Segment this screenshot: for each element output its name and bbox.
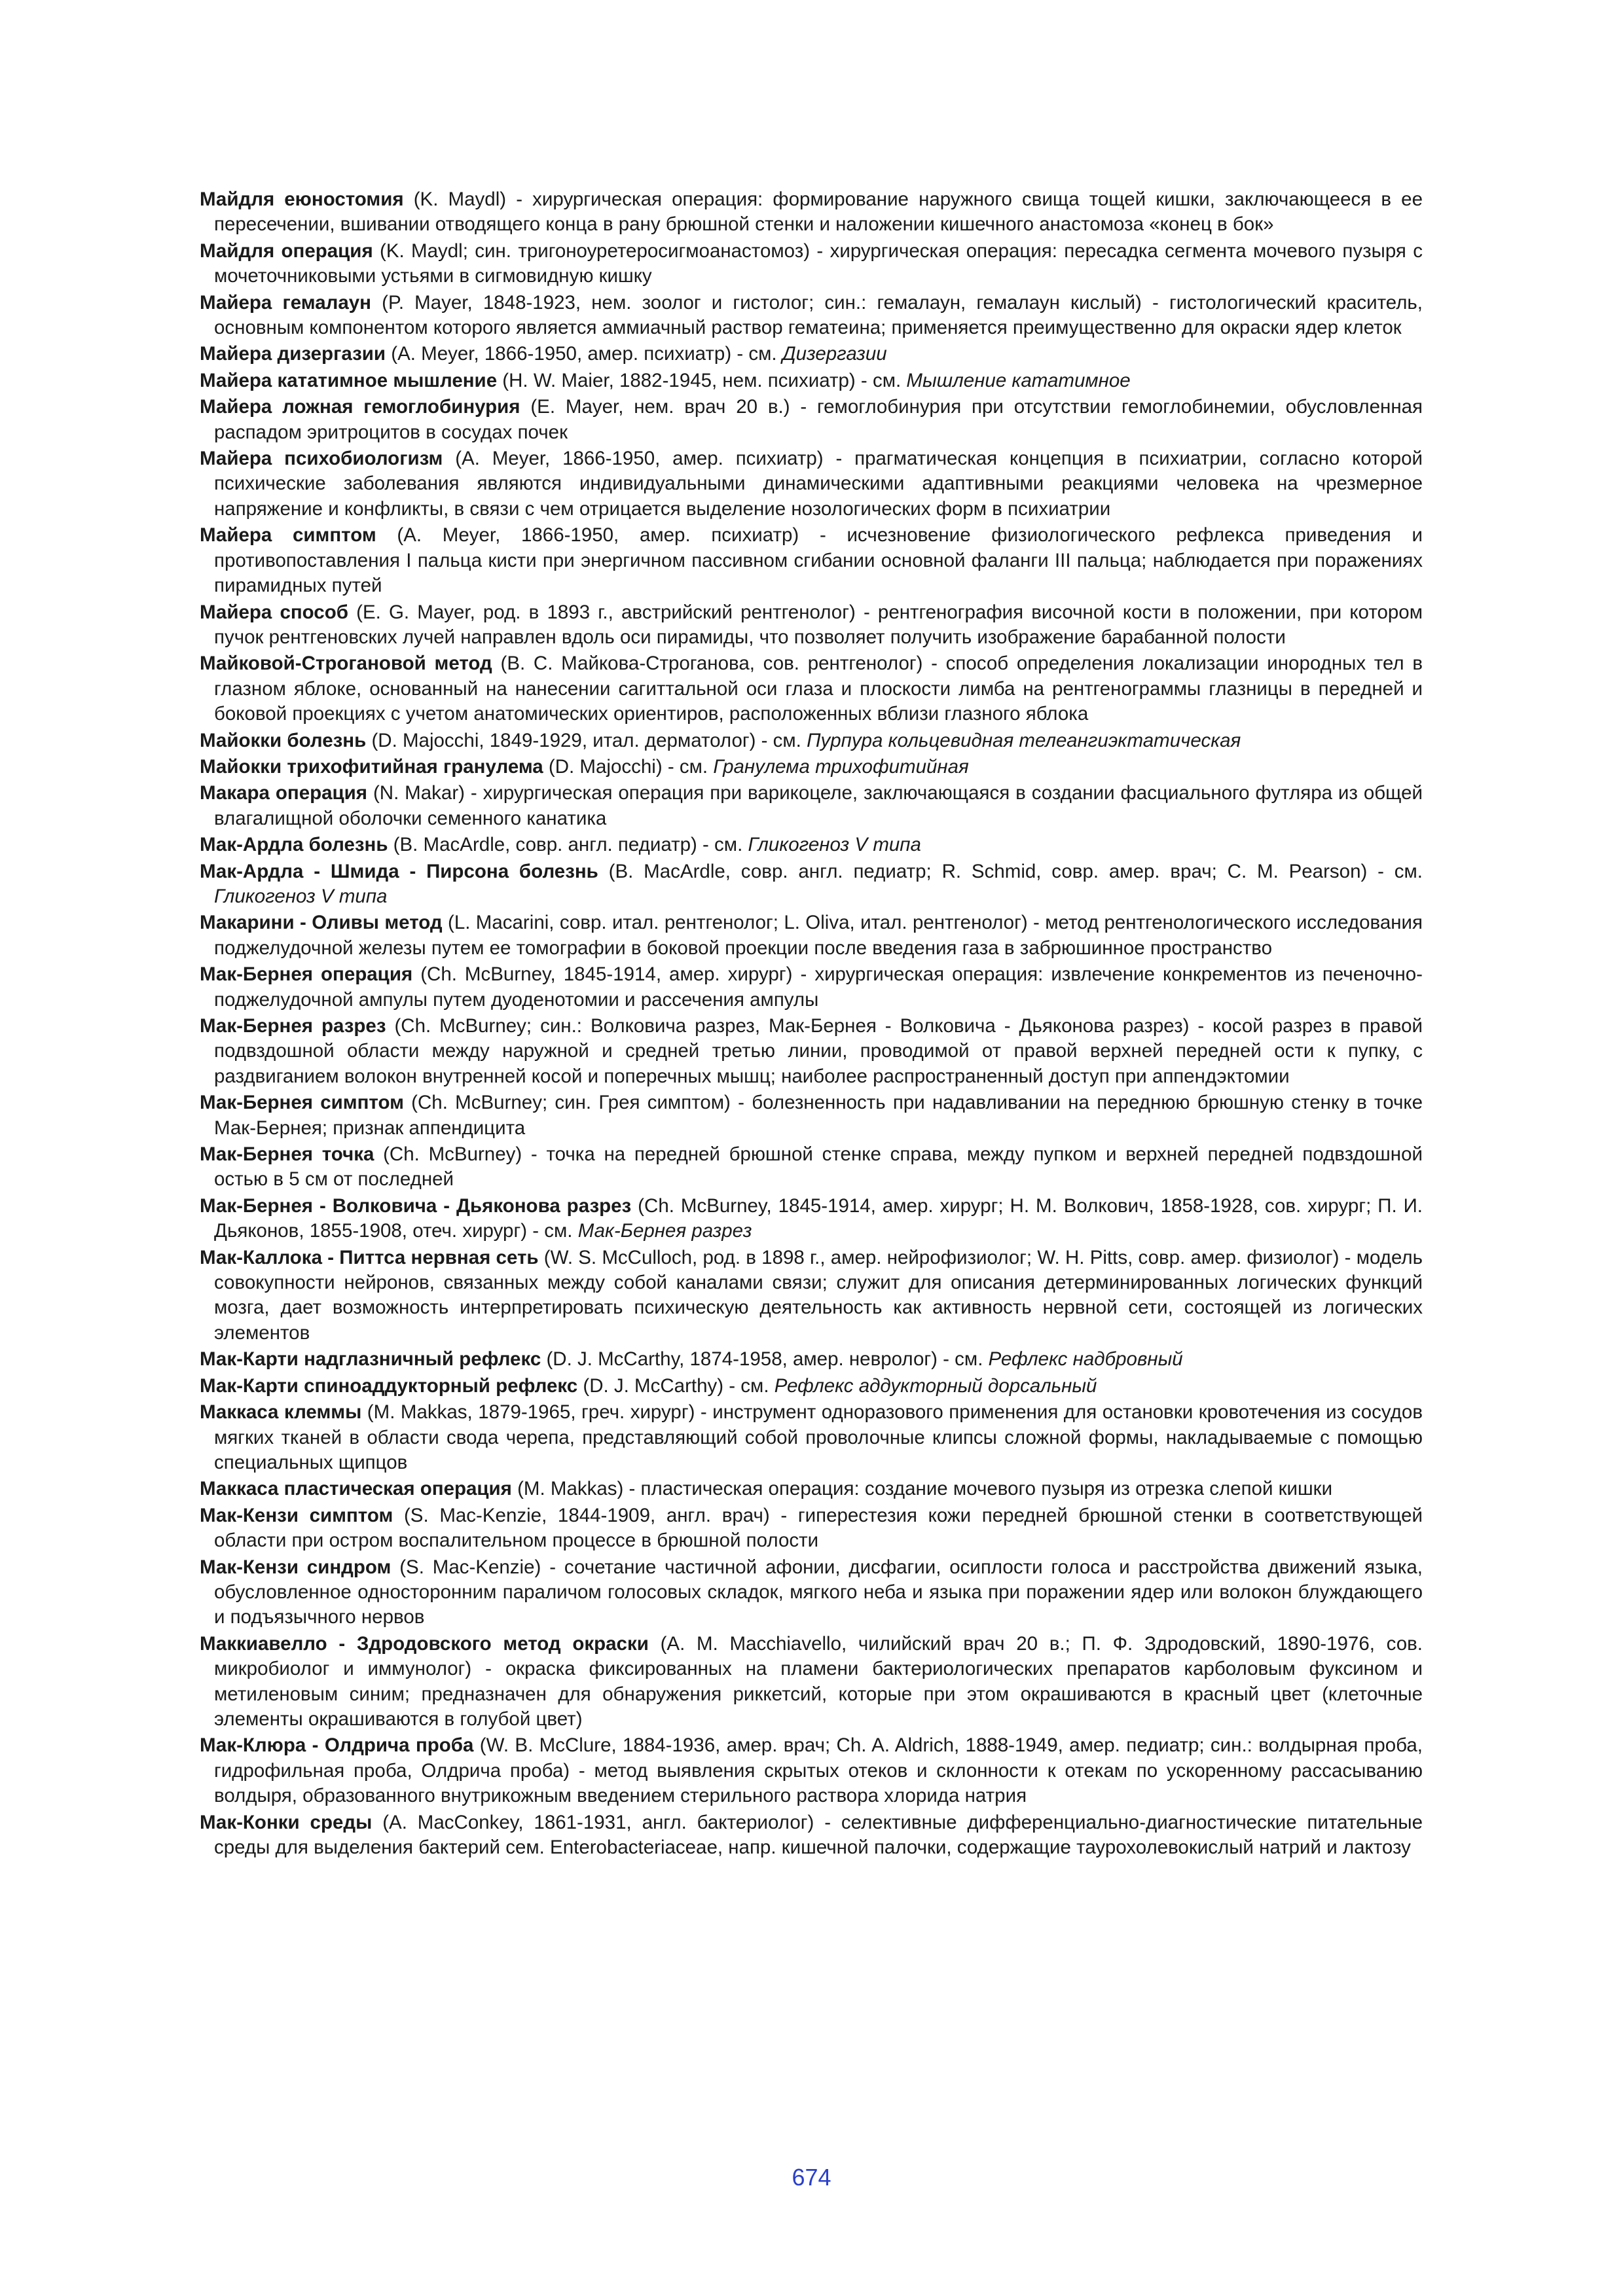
entry-term: Мак-Каллока - Питтса нервная сеть — [200, 1246, 539, 1268]
entry-definition: (W. S. McCulloch, род. в 1898 г., амер. нейрофизиолог; W. H. Pitts, совр. амер. физиолог) - модель совокупности нейронов, связанных между собой каналами связи; служит для описания детерминированных логических функций мозга, дает возможность интерпретировать психическую деятельность как активность нервной сети, состоящей из логических элементов — [214, 1246, 1423, 1344]
dictionary-entry — [200, 1090, 1423, 1141]
entry-definition: (A. M. Macchiavello, чилийский врач 20 в.; П. Ф. Здродовский, 1890-1976, сов. микробиолог и иммунолог) - окраска фиксированных на пламени бактериологических препаратов карболовым фуксином и метиленовым синим; предназначен для обнаружения риккетсий, которые при этом окрашиваются в красный цвет (клеточные элементы окрашиваются в голубой цвет) — [214, 1632, 1423, 1730]
page-number: 674 — [792, 2164, 831, 2191]
entry-definition: (L. Macarini, совр. итал. рентгенолог; L. Oliva, итал. рентгенолог) - метод рентгенологического исследования поджелудочной железы путем ее томографии в боковой проекции после введения газа в забрюшинное пространство — [214, 912, 1423, 959]
entry-cross-reference: Мак-Бернея разрез — [577, 1220, 752, 1242]
entry-term: Майера гемалаун — [200, 291, 371, 314]
entry-definition: (S. Mac-Kenzie) - сочетание частичной афонии, дисфагии, осиплости голоса и расстройства движений языка, обусловленное односторонним параличом голосовых складок, мягкого неба и языка при поражении ядер или волокон блуждающего и подъязычного нервов — [214, 1556, 1423, 1628]
dictionary-entry — [200, 1503, 1423, 1554]
entry-definition: (D. J. McCarthy) - см. — [577, 1374, 775, 1397]
entry-term: Мак-Бернея операция — [200, 963, 413, 986]
entry-definition: (В. С. Майкова-Строганова, сов. рентгенолог) - способ определения локализации инородных тел в глазном яблоке, основанный на нанесении сагиттальной оси глаза и плоскости лимба на рентгенограммы глазницы в передней и боковой проекциях с учетом анатомических ориентиров, расположенных вблизи глазного яблока — [214, 653, 1423, 725]
entry-term: Майера симптом — [200, 524, 376, 547]
dictionary-entry — [200, 1555, 1423, 1630]
dictionary-entry — [200, 755, 1423, 780]
entry-term: Майокки болезнь — [200, 729, 367, 751]
dictionary-entry — [200, 1733, 1423, 1808]
entry-term: Майера психобиологизм — [200, 448, 443, 470]
entry-term: Майера способ — [200, 601, 348, 623]
entry-term: Мак-Ардла болезнь — [200, 834, 388, 856]
dictionary-entry — [200, 291, 1423, 341]
entry-definition: (P. Mayer, 1848-1923, нем. зоолог и гистолог; син.: гемалаун, гемалаун кислый) - гистологический краситель, основным компонентом которого является аммиачный раствор гематеина; применяется преимущественно для окраски ядер клеток — [214, 291, 1423, 339]
entry-term: Майковой-Строгановой метод — [200, 653, 492, 675]
entry-definition: (E. G. Mayer, род. в 1893 г., австрийский рентгенолог) - рентгенография височной кости в положении, при котором пучок рентгеновских лучей направлен вдоль оси пирамиды, что позволяет получить изображение барабанной полости — [214, 601, 1423, 648]
entry-term: Майера ложная гемоглобинурия — [200, 396, 520, 418]
entry-definition: (A. Meyer, 1866-1950, амер. психиатр) - прагматическая концепция в психиатрии, согласно которой психические заболевания являются индивидуальными динамическими адаптивными реакциями человека на чрезмерное напряжение и конфликты, в связи с чем отрицается выделение нозологических форм в психиатрии — [214, 448, 1423, 520]
entry-definition: (A. Meyer, 1866-1950, амер. психиатр) - см. — [386, 343, 782, 365]
dictionary-entry — [200, 1400, 1423, 1475]
entry-term: Маккаса пластическая операция — [200, 1478, 512, 1500]
entry-cross-reference: Гликогеноз V типа — [748, 834, 921, 856]
dictionary-entry — [200, 833, 1423, 857]
entry-term: Мак-Ардла - Шмида - Пирсона болезнь — [200, 860, 598, 882]
dictionary-entry — [200, 187, 1423, 238]
entry-list — [200, 187, 1423, 1861]
entry-definition: (H. W. Maier, 1882-1945, нем. психиатр) - см. — [497, 369, 907, 391]
entry-cross-reference: Дизергазии — [782, 343, 887, 365]
dictionary-entry — [200, 342, 1423, 367]
entry-definition: (Ch. McBurney) - точка на передней брюшной стенке справа, между пупком и верхней передней подвздошной остью в 5 см от последней — [214, 1143, 1423, 1191]
dictionary-entry — [200, 651, 1423, 726]
entry-term: Майера дизергазии — [200, 343, 386, 365]
dictionary-entry — [200, 1194, 1423, 1244]
entry-definition: (B. MacArdle, совр. англ. педиатр; R. Schmid, совр. амер. врач; C. M. Pearson) - см. — [598, 860, 1423, 882]
entry-term: Мак-Карти надглазничный рефлекс — [200, 1348, 541, 1371]
entry-definition: (Ch. McBurney; син. Грея симптом) - болезненность при надавливании на переднюю брюшную стенку в точке Мак-Бернея; признак аппендицита — [214, 1092, 1423, 1139]
entry-definition: (D. J. McCarthy, 1874-1958, амер. невролог) - см. — [541, 1348, 989, 1371]
entry-definition: (W. B. McClure, 1884-1936, амер. врач; Ch. A. Aldrich, 1888-1949, амер. педиатр; син.: волдырная проба, гидрофильная проба, Олдрича проба) - метод выявления скрытых отеков и склонности к отекам по ускоренному рассасыванию волдыря, образованного внутрикожным введением стерильного раствора хлорида натрия — [214, 1734, 1423, 1807]
entry-definition: (N. Makar) - хирургическая операция при варикоцеле, заключающаяся в создании фасциального футляра из общей влагалищной оболочки семенного канатика — [214, 782, 1423, 829]
entry-term: Мак-Кензи симптом — [200, 1504, 393, 1526]
entry-cross-reference: Пурпура кольцевидная телеангиэктатическая — [807, 729, 1241, 751]
entry-cross-reference: Гликогеноз V типа — [214, 885, 388, 907]
entry-cross-reference: Рефлекс надбровный — [988, 1348, 1183, 1371]
dictionary-entry — [200, 1810, 1423, 1861]
dictionary-entry — [200, 1246, 1423, 1346]
entry-definition: (S. Mac-Kenzie, 1844-1909, англ. врач) - гиперестезия кожи передней брюшной стенки в соответствующей области при остром воспалительном процессе в брюшной полости — [214, 1504, 1423, 1552]
entry-term: Мак-Клюра - Олдрича проба — [200, 1734, 474, 1757]
entry-definition: (Ch. McBurney, 1845-1914, амер. хирург) - хирургическая операция: извлечение конкрементов из печеночно-поджелудочной ампулы путем дуоденотомии и рассечения ампулы — [214, 963, 1423, 1011]
dictionary-entry — [200, 859, 1423, 910]
entry-definition: (A. MacConkey, 1861-1931, англ. бактериолог) - селективные дифференциально-диагностические питательные среды для выделения бактерий сем. Enterobacteriaceae, напр. кишечной палочки, содержащие таурохолевокислый натрий и лактозу — [214, 1811, 1423, 1858]
entry-term: Маккиавелло - Здродовского метод окраски — [200, 1632, 649, 1655]
entry-term: Майокки трихофитийная гранулема — [200, 755, 543, 778]
entry-definition: (Ch. McBurney; син.: Волковича разрез, Мак-Бернея - Волковича - Дьяконова разрез) - косой разрез в правой подвздошной области между наружной и средней третью линии, проводимой от правой верхней передней ости к пупку, с раздвиганием волокон внутренней косой и поперечных мышц; наиболее распространенный доступ при аппендэктомии — [214, 1015, 1423, 1087]
entry-term: Мак-Кензи синдром — [200, 1556, 392, 1578]
dictionary-entry — [200, 523, 1423, 598]
dictionary-entry — [200, 1347, 1423, 1372]
dictionary-entry — [200, 368, 1423, 393]
dictionary-entry — [200, 1477, 1423, 1501]
entry-term: Майдля операция — [200, 240, 373, 262]
entry-term: Майдля еюностомия — [200, 188, 404, 210]
entry-cross-reference: Рефлекс аддукторный дорсальный — [774, 1374, 1097, 1397]
entry-term: Макарини - Оливы метод — [200, 912, 443, 934]
entry-term: Мак-Конки среды — [200, 1811, 373, 1833]
entry-term: Мак-Бернея - Волковича - Дьяконова разрез — [200, 1194, 632, 1217]
entry-definition: (Ch. McBurney, 1845-1914, амер. хирург; Н. М. Волкович, 1858-1928, сов. хирург; П. И. Дьяконов, 1855-1908, отеч. хирург) - см. — [214, 1194, 1423, 1242]
entry-definition: (M. Makkas, 1879-1965, греч. хирург) - инструмент одноразового применения для остановки кровотечения из сосудов мягких тканей в области свода черепа, представляющий собой проволочные клипсы сложной формы, накладываемые с помощью специальных щипцов — [214, 1401, 1423, 1473]
entry-term: Маккаса клеммы — [200, 1401, 362, 1424]
dictionary-entry — [200, 239, 1423, 289]
entry-term: Мак-Бернея симптом — [200, 1092, 404, 1114]
entry-definition: (D. Majocchi, 1849-1929, итал. дерматолог) - см. — [366, 729, 807, 751]
entry-definition: (M. Makkas) - пластическая операция: создание мочевого пузыря из отрезка слепой кишки — [511, 1478, 1333, 1500]
entry-definition: (B. MacArdle, совр. англ. педиатр) - см. — [388, 834, 748, 856]
entry-term: Мак-Карти спиноаддукторный рефлекс — [200, 1374, 578, 1397]
entry-term: Майера кататимное мышление — [200, 369, 498, 391]
entry-term: Макара операция — [200, 782, 368, 804]
dictionary-entry — [200, 910, 1423, 961]
dictionary-entry — [200, 728, 1423, 753]
dictionary-entry — [200, 1142, 1423, 1193]
dictionary-entry — [200, 781, 1423, 831]
entry-definition: (D. Majocchi) - см. — [543, 755, 714, 778]
dictionary-entry — [200, 1374, 1423, 1399]
entry-definition: (K. Maydl; син. тригоноуретеросигмоанастомоз) - хирургическая операция: пересадка сегмента мочевого пузыря с мочеточниковыми устьями в сигмовидную кишку — [214, 240, 1423, 287]
entry-term: Мак-Бернея разрез — [200, 1015, 386, 1037]
dictionary-entry — [200, 446, 1423, 522]
entry-definition: (A. Meyer, 1866-1950, амер. психиатр) - исчезновение физиологического рефлекса приведения и противопоставления I пальца кисти при энергичном пассивном сгибании основной фаланги III пальца; наблюдается при поражениях пирамидных путей — [214, 524, 1423, 597]
entry-term: Мак-Бернея точка — [200, 1143, 374, 1166]
dictionary-entry — [200, 962, 1423, 1013]
entry-cross-reference: Гранулема трихофитийная — [713, 755, 969, 778]
dictionary-entry — [200, 1632, 1423, 1732]
entry-definition: (K. Maydl) - хирургическая операция: формирование наружного свища тощей кишки, заключающееся в ее пересечении, вшивании отводящего конца в рану брюшной стенки и наложении кишечного анастомоза «конец в бок» — [214, 188, 1423, 236]
dictionary-entry — [200, 395, 1423, 445]
dictionary-entry — [200, 1014, 1423, 1089]
entry-cross-reference: Мышление кататимное — [906, 369, 1131, 391]
entry-definition: (E. Mayer, нем. врач 20 в.) - гемоглобинурия при отсутствии гемоглобинемии, обусловленная распадом эритроцитов в сосудах почек — [214, 396, 1423, 443]
dictionary-entry — [200, 600, 1423, 651]
